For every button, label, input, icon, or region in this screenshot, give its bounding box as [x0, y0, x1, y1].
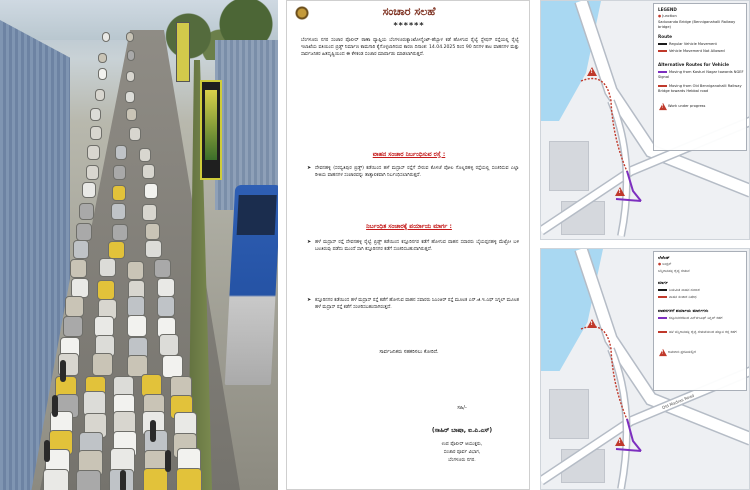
legend-not-allowed: Vehicle Movement Not Allowed	[658, 49, 725, 54]
vehicle	[127, 315, 146, 336]
vehicle	[112, 224, 128, 242]
vehicle	[97, 280, 115, 300]
map-legend-english	[653, 3, 747, 151]
vehicle	[86, 165, 99, 180]
vehicle	[126, 71, 136, 83]
bullet-alternate-2: ➤ ಕಸ್ತೂರಿನಗರ ಕಡೆಯಿಂದ ಹಳೆ ಮದ್ರಾಸ್ ರಸ್ತೆ ಕಡೆಗೆ ಹೋಗುವ ವಾಹನ ಸವಾರರು ಸಿಎಂಆರ್ ರಸ್ತೆ ಮೂಲಕ ಎನ್.ಜಿ.ಇ.ಎಫ್ ಸಿಗ್ನಲ್ ಮೂಲಕ ಹಳೆ ಮದ್ರಾಸ್ ರಸ್ತೆ ಕಡೆಗೆ ಸಂಚರಿಸಬಹುದಾಗಿರುತ್ತದೆ.	[307, 297, 519, 311]
vehicle	[87, 145, 100, 160]
vehicle	[154, 259, 171, 278]
vehicle	[143, 468, 168, 490]
signature-division: ಸಂಚಾರ ಪೂರ್ವ ವಿಭಾಗ,	[443, 450, 481, 455]
vehicle	[90, 126, 102, 140]
heading-alternate-route: ನಿರ್ಬಂಧಿತ ಸಂಚಾರಕ್ಕೆ ಪರ್ಯಾಯ ಮಾರ್ಗ :	[366, 223, 452, 230]
vehicle	[113, 165, 126, 180]
vehicle	[108, 241, 124, 259]
alt1-swatch-icon	[658, 71, 667, 73]
legend-route-title: Route	[658, 34, 672, 39]
legend-alt-title: ವಾಹನಗಳಿಗೆ ಪರ್ಯಾಯ ಮಾರ್ಗಗಳು	[658, 308, 709, 313]
vehicle	[63, 316, 82, 337]
legend-title: ಲೆಜೆಂಡ್	[658, 255, 670, 260]
work-warning-icon	[615, 437, 625, 446]
vehicle	[142, 164, 155, 179]
regular-swatch-icon	[658, 43, 667, 45]
legend-work: Work under progress	[668, 104, 706, 108]
legend-warning-icon	[659, 103, 667, 110]
vehicle	[83, 391, 105, 415]
alt1-swatch-icon	[658, 317, 667, 319]
vehicle	[142, 204, 157, 221]
vehicle	[43, 469, 68, 490]
legend-alt-title: Alternative Routes for Vehicle	[658, 62, 729, 67]
legend-junction: ● Junction	[658, 14, 677, 18]
pedestrian	[52, 395, 58, 417]
notice-stars: ******	[393, 21, 425, 30]
vehicle	[157, 296, 176, 317]
junction-pin-icon: ●	[658, 262, 662, 266]
legend-regular: Regular Vehicle Movement	[658, 42, 717, 47]
vehicle	[127, 50, 136, 61]
pedestrian	[120, 470, 126, 490]
vehicle	[76, 470, 101, 490]
vehicle	[95, 89, 105, 101]
vehicle	[127, 296, 146, 317]
photo-billboard-small	[176, 22, 190, 82]
pedestrian	[60, 360, 66, 382]
photo-billboard	[200, 80, 222, 180]
vehicle	[176, 468, 201, 490]
legend-title: LEGEND	[658, 7, 677, 12]
notice-closing: ಸಾರ್ವಜನಿಕರು ಸಹಕರಿಸಲು ಕೋರಿದೆ.	[379, 349, 439, 355]
legend-route-title: ಮಾರ್ಗ	[658, 280, 668, 285]
heading-restricted-road: ವಾಹನ ಸಂಚಾರ ನಿರ್ಬಂಧಿಸುವ ರಸ್ತೆ :	[372, 151, 446, 158]
vehicle	[99, 258, 116, 277]
legend-junction: ● ಜಂಕ್ಷನ್	[658, 262, 672, 266]
work-warning-icon	[587, 319, 597, 328]
legend-regular: ನಿಯಮಿತ ವಾಹನ ಸಂಚಾರ	[658, 288, 700, 293]
notice-title: ಸಂಚಾರ ಸಲಹೆ	[382, 5, 436, 18]
signature-designation: ಉಪ ಪೊಲೀಸ್ ಆಯುಕ್ತರು,	[441, 442, 483, 447]
vehicle	[145, 240, 161, 258]
legend-not-allowed: ವಾಹನ ಸಂಚಾರ ನಿಷೇಧ	[658, 295, 696, 300]
bullet-alternate-1: ➤ ಹಳೆ ಮದ್ರಾಸ್ ರಸ್ತೆ ದೇವನಹಳ್ಳಿ ರೈಲ್ವೆ ಬ್ರಿಡ್ಜ್ ಕಡೆಯಿಂದ ಕಸ್ತೂರಿನಗರ ಕಡೆಗೆ ಹೋಗುವ ವಾಹನ ಸವಾರರು ಬೈಯಪ್ಪನಹಳ್ಳಿ ಮೆಟ್ರೋ ಬಳಿ ಬಲತಿರುವು ಪಡೆದು ಮುಂದೆ ಸಾಗಿ ಕಸ್ತೂರಿನಗರ ಕಡೆಗೆ ಸಂಚರಿಸಬಹುದಾಗಿರುತ್ತದೆ.	[307, 239, 519, 253]
vehicle	[127, 261, 144, 280]
legend-work: ಕಾಮಗಾರಿ ಪ್ರಗತಿಯಲ್ಲಿದೆ	[668, 350, 696, 354]
work-warning-icon	[587, 67, 597, 76]
not-allowed-swatch-icon	[658, 50, 667, 52]
vehicle	[76, 223, 92, 241]
photo-bus	[225, 185, 278, 385]
junction-pin-icon: ●	[658, 14, 662, 18]
vehicle	[111, 203, 126, 220]
vehicle	[79, 203, 94, 220]
legend-warning-icon	[659, 349, 667, 356]
vehicle	[102, 32, 110, 42]
vehicle	[129, 127, 141, 141]
traffic-jam-photo	[0, 0, 278, 490]
vehicle	[162, 355, 183, 378]
legend-alt-2: ಹಳೆ ಬೆನ್ನಿಗಾನಹಳ್ಳಿ ರೈಲ್ವೆ ಸೇತುವೆಯಿಂದ ಹೆಬ್ಬಾಳ ರಸ್ತೆ ಕಡೆಗೆ	[658, 330, 744, 335]
signature-city: ಬೆಂಗಳೂರು ನಗರ.	[448, 458, 476, 463]
vehicle	[71, 278, 89, 298]
bullet-restriction: ➤ ದೇವನಹಳ್ಳಿ (ಸರಸ್ವತಿಪುರ ಬ್ರಿಡ್ಜ್) ಕಡೆಯಿಂದ ಹಳೆ ಮದ್ರಾಸ್ ರಸ್ತೆಗೆ ಸೇರುವ ಕೊಳಚೆ ಪೋಲ ಗೊಲ್ಲರಹಳ್ಳಿ ರಸ್ತೆಯಲ್ಲಿ ಸಂಚರಿಸುವ ಎಲ್ಲಾ ರೀತಿಯ ವಾಹನಗಳ ಸಂಚಾರವನ್ನು ತಾತ್ಕಾಲಿಕವಾಗಿ ನಿರ್ಬಂಧಿಸಲಾಗಿರುತ್ತದೆ.	[307, 165, 519, 179]
work-warning-icon	[615, 187, 625, 196]
vehicle	[159, 334, 179, 356]
vehicle	[144, 183, 158, 199]
vehicle	[90, 108, 101, 121]
vehicle	[125, 91, 135, 103]
vehicle	[98, 68, 108, 80]
pedestrian	[150, 420, 156, 442]
vehicle	[126, 108, 137, 121]
map-legend-kannada	[653, 251, 747, 391]
vehicle	[73, 240, 89, 258]
route-map-kannada	[540, 248, 750, 490]
vehicle	[145, 223, 161, 241]
regular-swatch-icon	[658, 289, 667, 291]
vehicle	[157, 278, 175, 298]
legend-alt-1: Moving from Kasturi Nagar towards NGEF Signal	[658, 70, 744, 79]
legend-alt-1: ಕಸ್ತೂರಿನಗರದಿಂದ ಎನ್‌ಜಿಇಎಫ್ ಸಿಗ್ನಲ್ ಕಡೆಗೆ	[658, 316, 744, 321]
legend-bridge: ಬೆನ್ನಿಗಾನಹಳ್ಳಿ ರೈಲ್ವೆ ಸೇತುವೆ	[658, 269, 690, 273]
vehicle	[112, 185, 126, 201]
alt2-swatch-icon	[658, 331, 667, 333]
vehicle	[115, 145, 128, 160]
vehicle	[92, 353, 113, 376]
pedestrian	[165, 450, 171, 472]
route-map-english	[540, 0, 750, 240]
signature-name: (ಸಾಹಿರ್ ಬಾಷಾ, ಐ.ಪಿ.ಎಸ್)	[431, 427, 493, 434]
signature-sd: ಸಹಿ/-	[457, 405, 467, 411]
vehicle	[94, 316, 113, 337]
vehicle	[70, 259, 87, 278]
vehicle	[98, 53, 107, 64]
vehicle	[65, 296, 84, 317]
alt2-swatch-icon	[658, 85, 667, 87]
traffic-advisory-notice	[286, 0, 530, 490]
vehicle	[126, 32, 134, 42]
map-road-label: Old Madras Road	[661, 392, 695, 411]
legend-bridge: Saduvanda Bridge (Benniganahalli Railway bridge)	[658, 20, 736, 29]
not-allowed-swatch-icon	[658, 296, 667, 298]
legend-alt-2: Moving from Old Benniganahalli Railway Bridge towards Hebbal road	[658, 84, 742, 93]
pedestrian	[44, 440, 50, 462]
vehicle	[82, 182, 96, 198]
vehicle	[139, 148, 152, 163]
notice-intro: ಬೆಂಗಳೂರು ನಗರ ಸಂಚಾರ ಪೊಲೀಸ್ ಠಾಣಾ ವ್ಯಾಪ್ತಿಯ ಬೆಂಗಳೂರುಕ್ಯಾಂಟೋನ್ಮೆಂಟ್-ಹೆಬ್ಬಾಳ ಕಡೆ ಹೋಗುವ ರೈಲ್ವೆ ಸ್ಟೇಷನ್ ರಸ್ತೆಯಲ್ಲಿ ರೈಲ್ವೆ ಇಲಾಖೆಯ ವತಿಯಿಂದ ಬ್ರಿಡ್ಜ್ ನಿರ್ಮಾಣ ಕಾಮಗಾರಿ ಕೈಗೊಳ್ಳಲಾಗಿರುವ ಕಾರಣ ದಿನಾಂಕ: 14.04.2025 ರಿಂದ 90 ದಿನಗಳ ಕಾಲ ವಾಹನಗಳ ಮತ್ತು ಸಾರ್ವಜನಿಕರ ಹಿತದೃಷ್ಟಿಯಿಂದ ಈ ಕೆಳಕಂಡ ಸಂಚಾರ ಮಾರ್ಪಾಡು ಮಾಡಲಾಗಿರುತ್ತದೆ.	[301, 38, 519, 57]
